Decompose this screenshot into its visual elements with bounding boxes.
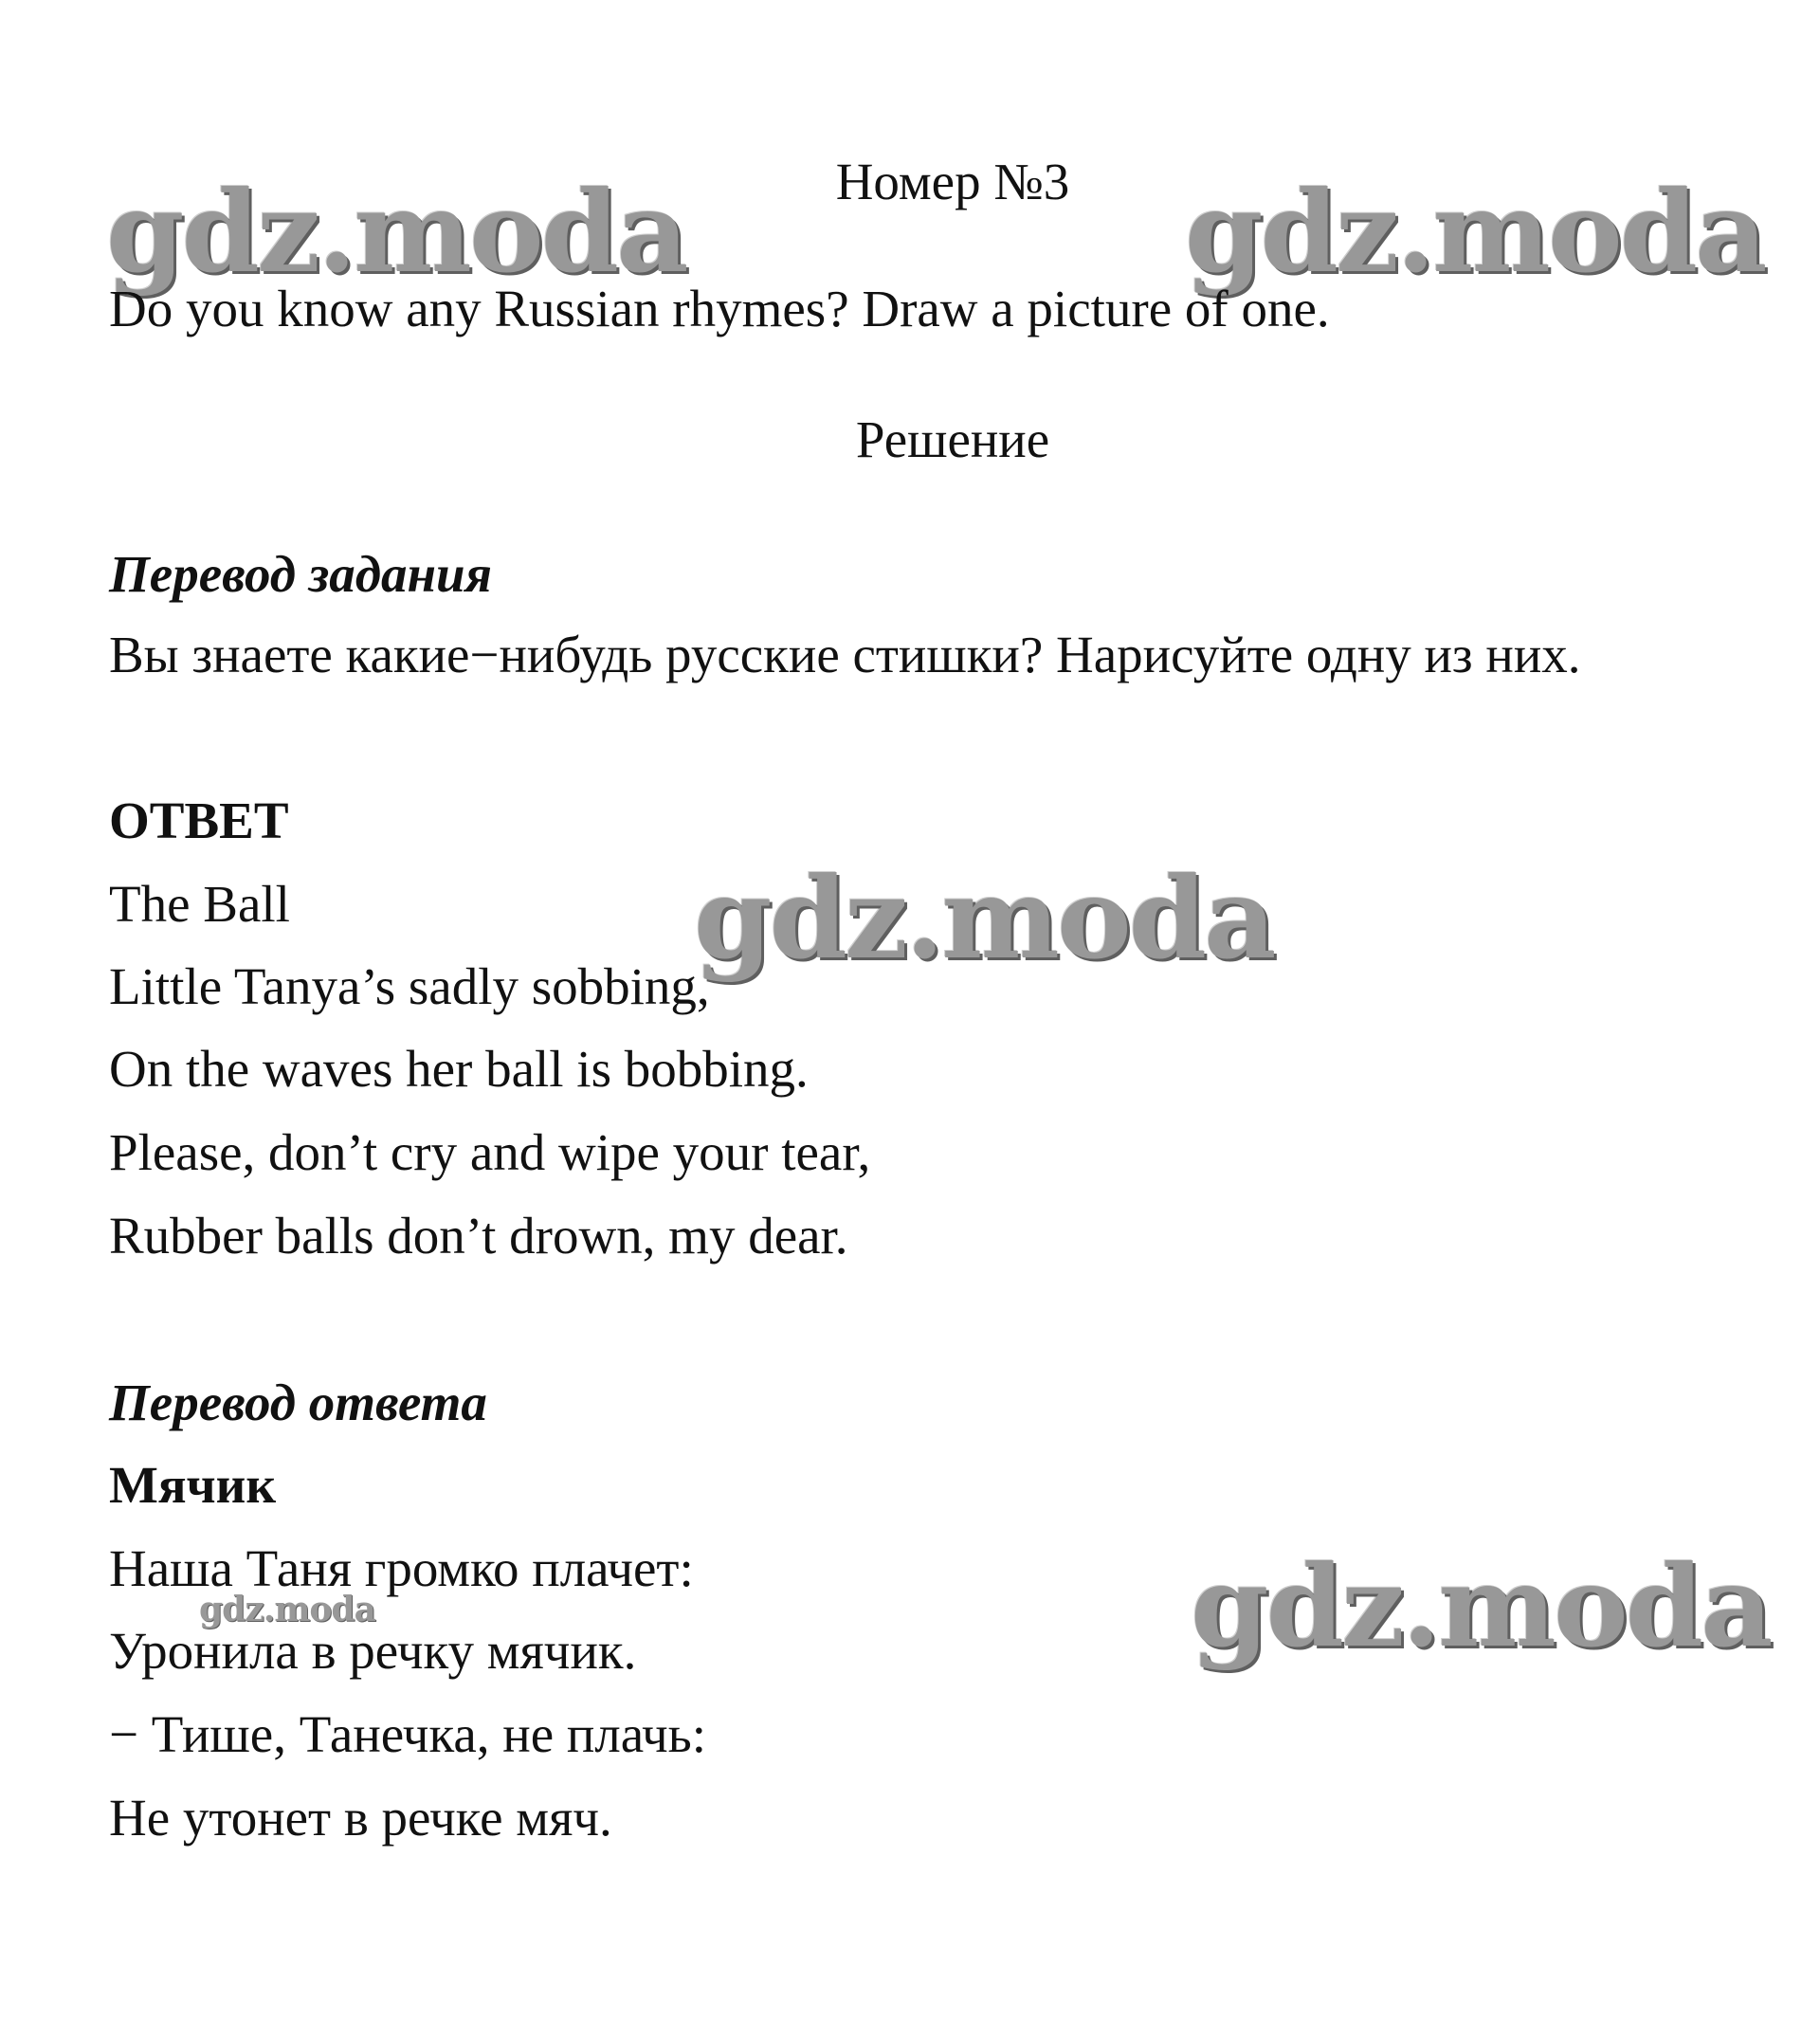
translation-poem-line: Наша Таня громко плачет: bbox=[109, 1539, 694, 1597]
watermark-top-right: gdz.moda bbox=[1185, 166, 1765, 298]
watermark-top-left: gdz.moda bbox=[106, 166, 686, 298]
answer-translation-poem-title: Мячик bbox=[109, 1456, 277, 1514]
answer-poem-line: Little Tanya’s sadly sobbing, bbox=[109, 957, 710, 1015]
answer-poem-line: Please, don’t cry and wipe your tear, bbox=[109, 1123, 871, 1181]
watermark-small: gdz.moda bbox=[199, 1590, 375, 1629]
answer-heading: ОТВЕТ bbox=[109, 792, 289, 849]
answer-translation-heading: Перевод ответа bbox=[109, 1374, 487, 1431]
answer-poem-line: Rubber balls don’t drown, my dear. bbox=[109, 1207, 848, 1265]
task-translation-heading: Перевод задания bbox=[109, 545, 492, 603]
task-translation-text: Вы знаете какие−нибудь русские стишки? Нарисуйте одну из них. bbox=[109, 626, 1581, 683]
watermark-bottom-right: gdz.moda bbox=[1191, 1540, 1771, 1672]
answer-poem-line: On the waves her ball is bobbing. bbox=[109, 1040, 809, 1098]
answer-poem-title: The Ball bbox=[109, 875, 290, 933]
watermark-middle: gdz.moda bbox=[694, 852, 1274, 984]
translation-poem-line: Не утонет в речке мяч. bbox=[109, 1789, 612, 1847]
translation-poem-line: − Тише, Танечка, не плачь: bbox=[109, 1705, 706, 1763]
task-text: Do you know any Russian rhymes? Draw a picture of one. bbox=[109, 280, 1330, 337]
number-title: Номер №3 bbox=[835, 153, 1070, 210]
solution-label: Решение bbox=[855, 410, 1050, 468]
translation-poem-line: Уронила в речку мячик. bbox=[109, 1622, 637, 1680]
